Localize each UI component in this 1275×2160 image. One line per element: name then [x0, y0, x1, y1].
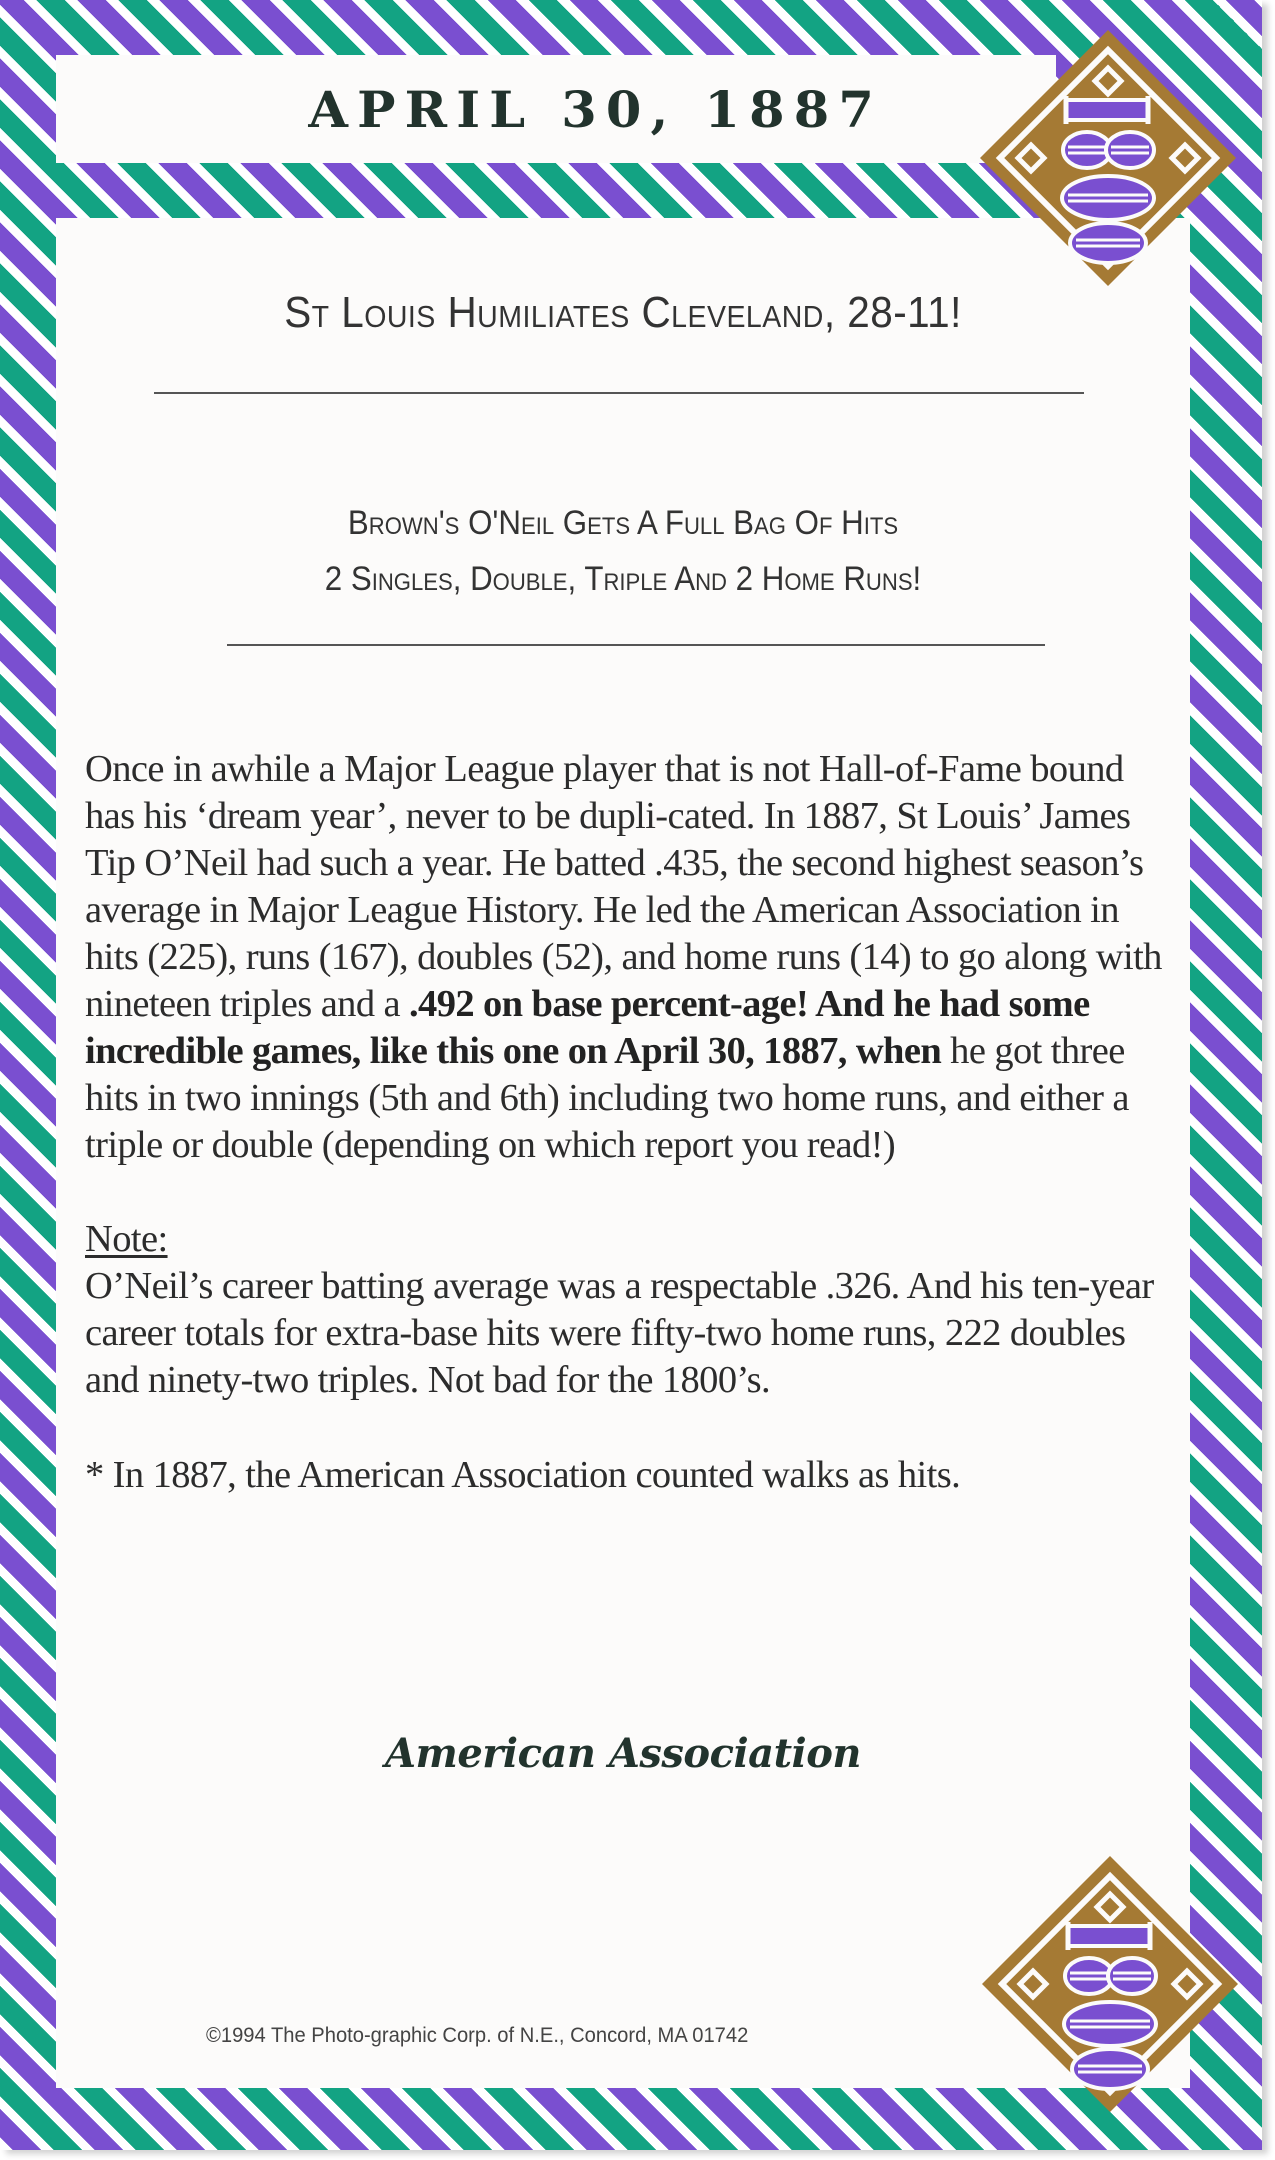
body-text	[85, 746, 1175, 1499]
baseball-diamond-1800-logo-icon	[980, 1854, 1240, 2114]
date-title: APRIL 30, 1887	[308, 79, 884, 139]
subheadline-line-2: 2 Singles, Double, Triple And 2 Home Runs!	[324, 560, 922, 598]
story-text: he got three hits in two innings (5th and 6th) including two home runs, and either a triple or double (depending on which report you read!)	[85, 1030, 1129, 1166]
league-name: American Association	[384, 1730, 861, 1777]
headline: St Louis Humiliates Cleveland, 28-11!	[284, 288, 962, 337]
story-paragraph	[85, 746, 1175, 1169]
main-panel	[56, 218, 1190, 2088]
story-text: Once in awhile a Major League player that is not Hall-of-Fame bound has his ‘dream year’, never to be dupli-cated. In 1887, St Louis’ James Tip O’Neil had such a year. He batted .435, the second highest season’s average in Major League History. He led the American Association in hits (225), runs (167), doubles (52), and home runs (14) to go along with nineteen triples and a	[85, 748, 1162, 1025]
subheadline-line-1: Brown's O'Neil Gets A Full Bag Of Hits	[347, 504, 899, 542]
divider-rule	[154, 392, 1084, 394]
divider-rule	[227, 644, 1045, 646]
story-text-bold: .492 on base percent-age! And he had some incredible games, like this one on April 30, 1887, when	[85, 983, 1090, 1072]
copyright-notice: ©1994 The Photo-graphic Corp. of N.E., Concord, MA 01742	[206, 2024, 749, 2047]
baseball-diamond-1800-logo-icon	[978, 28, 1238, 288]
note-heading: Note:	[85, 1218, 168, 1260]
note-block	[85, 1216, 1175, 1404]
footnote: * In 1887, the American Association counted walks as hits.	[85, 1454, 961, 1496]
note-text: O’Neil’s career batting average was a respectable .326. And his ten-year career totals for extra-base hits were fifty-two home runs, 222 doubles and ninety-two triples. Not bad for the 1800’s.	[85, 1265, 1154, 1401]
header-band	[56, 55, 1056, 163]
